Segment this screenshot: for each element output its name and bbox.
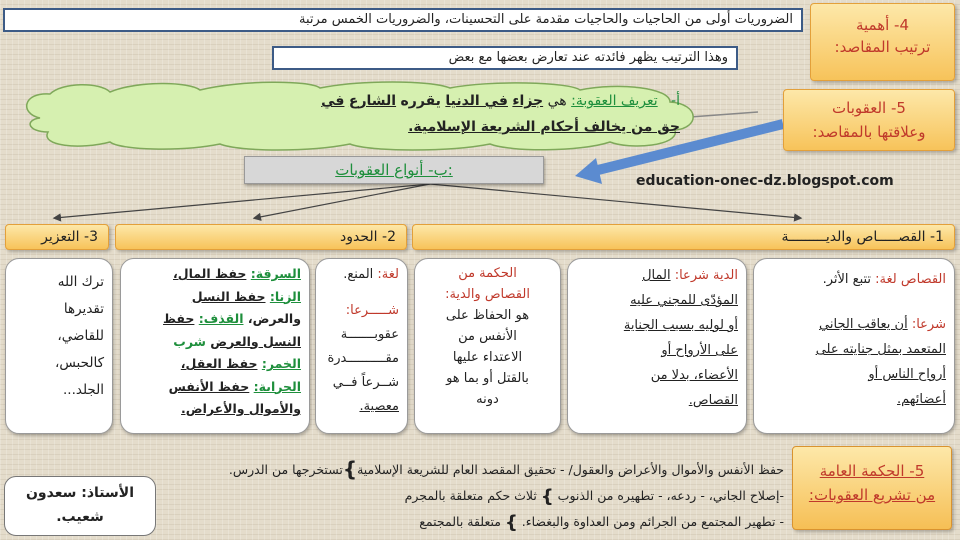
qisas-shar-text2: المتعمد بمثل جنايته على — [815, 342, 946, 357]
hudud-name-theft: السرقة: — [250, 266, 301, 281]
brace-1: } — [342, 457, 358, 481]
teacher-box — [4, 476, 156, 536]
hadd-lang-label: لغة: — [377, 267, 399, 282]
diya-line4: على الأرواح أو — [661, 343, 738, 358]
hudud-item-2 — [129, 308, 301, 331]
diya-line3: أو لوليه بسبب الجناية — [623, 318, 738, 333]
definition-w3: يقرره — [400, 93, 441, 109]
hudud-text-qadhf: حفظ — [163, 311, 195, 326]
definition-is: هي — [547, 93, 567, 109]
section5-title: 5- العقوبات — [832, 99, 906, 117]
diya-line6: القصاص. — [688, 393, 738, 408]
definition-w4: الشارع — [348, 93, 397, 109]
hadd-line1: عقوبـــــــة — [340, 327, 399, 342]
hadd-line4: معصية. — [359, 399, 399, 414]
hikma-title1: الحكمة من — [458, 266, 517, 281]
hikma-card — [414, 258, 561, 434]
hudud-list-card — [120, 258, 310, 434]
category-qisas: 1- القصـــــاص والديـــــــــة — [412, 224, 955, 250]
section5-box — [783, 89, 955, 151]
qisas-lang-text: تتبع الأثر. — [822, 272, 872, 287]
teacher-line2: شعيب. — [56, 509, 104, 525]
tazir-line5: الجلد... — [62, 382, 104, 398]
hadd-line2: مقــــــــــدرة — [327, 351, 399, 366]
hikma-line5: دونه — [476, 392, 499, 407]
hudud-text-khamr: حفظ العقل، — [180, 356, 258, 371]
arrow-to-tazir — [55, 184, 430, 218]
general-line2b: ثلاث حكم متعلقة بالمجرم — [404, 488, 537, 503]
definition-line1 — [80, 88, 680, 114]
hadd-lang-text: المنع. — [343, 267, 374, 282]
hudud-text-zina: حفظ النسل — [191, 288, 266, 304]
hikma-line3: الاعتداء عليها — [452, 350, 523, 365]
diya-line2: المؤدّى للمجني عليه — [630, 293, 738, 308]
hudud-text-theft: حفظ المال، — [173, 266, 247, 281]
hadd-shar-label: شـــــرعا: — [345, 303, 399, 318]
qisas-shar-text1: أن يعاقب الجاني — [819, 317, 908, 332]
general-line1-wrap — [229, 457, 784, 481]
section4-box — [810, 3, 955, 81]
hudud-name-shurb: شرب — [173, 333, 206, 349]
general-title2: من تشريع العقوبات: — [808, 486, 936, 504]
hudud-item-5 — [129, 376, 301, 399]
types-label: ب- أنواع العقوبات: — [335, 161, 453, 179]
tazir-line1: ترك الله — [57, 274, 104, 290]
tazir-line3: للقاضي، — [57, 328, 104, 344]
hadd-definition-card — [315, 258, 408, 434]
hudud-item-1 — [129, 286, 301, 309]
diya-line5: الأعضاء، بدلا من — [650, 368, 738, 383]
section4-line2: وهذا الترتيب يظهر فائدته عند تعارض بعضها مع بعض — [272, 46, 738, 70]
definition-line2: حق من يخالف أحكام الشريعة الإسلامية. — [408, 119, 680, 135]
hadd-line3: شــرعاً فــي — [332, 375, 399, 390]
general-line1-tail: تستخرجها من الدرس. — [228, 462, 343, 477]
teacher-line1: الأستاذ: سعدون — [25, 485, 135, 501]
hudud-name-khamr: الخمر: — [261, 356, 301, 371]
general-line3a: - تطهير المجتمع من الجرائم ومن العداوة والبغضاء. — [521, 514, 784, 529]
hudud-item-6 — [129, 398, 301, 421]
category-hudud: 2- الحدود — [115, 224, 407, 250]
definition-marker: أ- — [671, 93, 680, 109]
section4-title: 4- أهمية — [855, 16, 910, 34]
hudud-name-hiraba: الحرابة: — [253, 378, 301, 394]
general-line2a: -إصلاح الجاني، - ردعه، - تطهيره من الذنوب — [557, 488, 784, 503]
hudud-pre-qadhf: والعرض، — [247, 311, 301, 326]
hudud-name-zina: الزنا: — [269, 288, 301, 304]
hudud-item-3 — [129, 331, 301, 354]
arrow-to-hudud — [255, 184, 430, 218]
tazir-card — [5, 258, 113, 434]
big-blue-arrow-head — [575, 158, 602, 184]
definition-w2: في الدنيا — [445, 93, 508, 109]
hudud-item-0 — [129, 263, 301, 286]
general-wisdom-box — [792, 446, 952, 530]
section4-line1: الضروريات أولى من الحاجيات والحاجيات مقدمة على التحسينات، والضروريات الخمس مرتبة — [3, 8, 803, 32]
brace-3: } — [504, 512, 518, 533]
definition-text — [80, 88, 680, 140]
hikma-title2: القصاص والدية: — [445, 287, 530, 302]
qisas-shar-label: شرعا: — [911, 317, 946, 332]
general-line1: حفظ الأنفس والأموال والأعراض والعقول/ - تحقيق المقصد العام للشريعة الإسلامية — [357, 462, 784, 477]
general-line2-wrap — [405, 486, 784, 507]
hudud-name-qadhf: القذف: — [198, 311, 244, 326]
definition-w1: جزاء — [512, 93, 544, 109]
section5-subtitle: وعلاقتها بالمقاصد: — [812, 123, 926, 141]
qisas-shar-text5: أعضائهم. — [897, 392, 946, 407]
diya-w1: المال — [642, 268, 671, 283]
hudud-pre-shurb: النسل والعرض — [210, 333, 301, 349]
hikma-line4: بالقتل أو بما هو — [446, 371, 529, 386]
hikma-line2: الأنفس من — [458, 329, 517, 344]
category-tazir: 3- التعزير — [5, 224, 109, 250]
qisas-lang-label: القصاص لغة: — [875, 272, 946, 287]
arrow-to-qisas — [430, 184, 800, 218]
tazir-line4: كالحبس، — [54, 355, 104, 371]
hudud-text-hiraba: حفظ الأنفس — [168, 378, 250, 394]
qisas-shar-text3: على — [815, 342, 839, 357]
definition-label: تعريف العقوبة: — [571, 93, 658, 109]
website-link[interactable]: education-onec-dz.blogspot.com — [636, 173, 894, 189]
diya-label: الدية شرعا: — [674, 268, 738, 283]
types-label-box — [244, 156, 544, 184]
qisas-shar-text4: أرواح الناس أو — [868, 367, 946, 382]
section4-subtitle: ترتيب المقاصد: — [834, 38, 931, 56]
hudud-item-4 — [129, 353, 301, 376]
tazir-line2: تقديرها — [63, 301, 104, 317]
diya-card — [567, 258, 747, 434]
general-line3-wrap — [419, 512, 784, 533]
definition-w5: في — [321, 93, 345, 109]
hudud-pre-last: والأموال والأعراض. — [181, 401, 301, 416]
hikma-line1: هو الحفاظ على — [445, 308, 530, 323]
general-title1: 5- الحكمة العامة — [819, 462, 925, 480]
general-line3b: متعلقة بالمجتمع — [419, 514, 501, 529]
brace-2: } — [540, 486, 554, 507]
qisas-definition-card — [753, 258, 955, 434]
